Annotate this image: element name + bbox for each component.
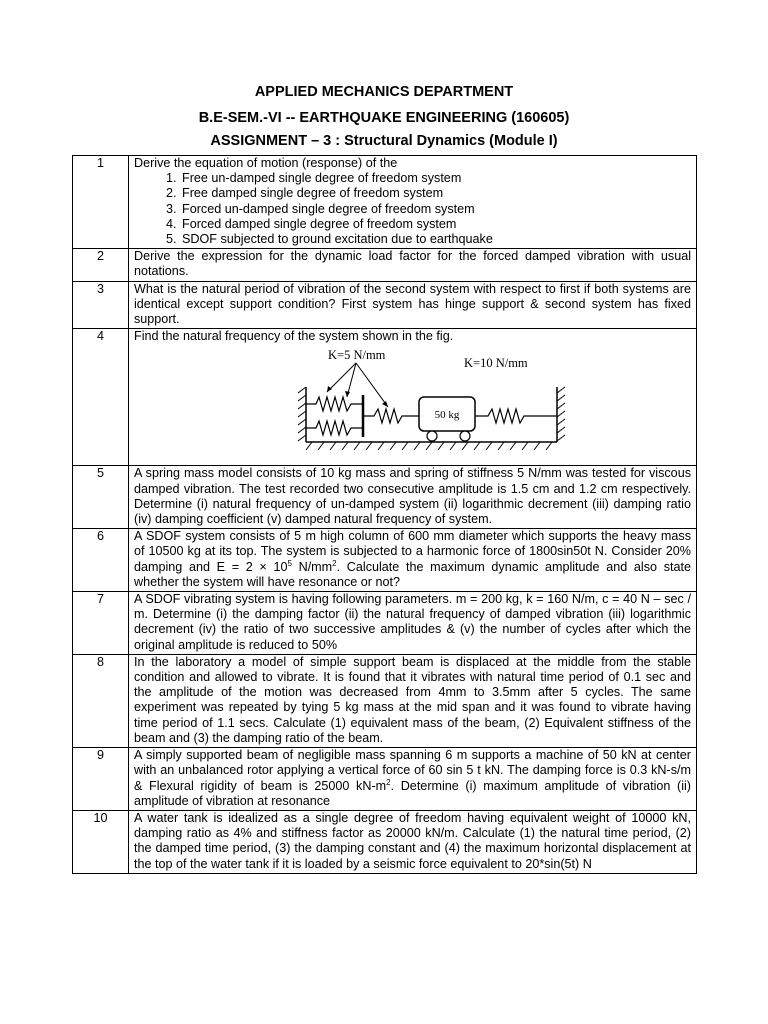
question-number: 3 [73, 281, 129, 329]
question-text: What is the natural period of vibration of the second system with respect to first if both systems are identical except support condition? First system has hinge support & second system has fixed support. [129, 281, 697, 329]
question-number: 2 [73, 249, 129, 281]
wheel-right [460, 431, 470, 441]
wheel-left [427, 431, 437, 441]
spring-mass-figure [134, 347, 747, 457]
question-text: In the laboratory a model of simple support beam is displaced at the middle from the stable condition and allowed to vibrate. It is found that it vibrates with natural time period of 0.1 sec and the amplitude of the motion was decreased from 4mm to 3.5mm after 5 cycles. The same experiment was repeated by tying 5 kg mass at the mid span and it was found to vibrate having time period of 1.1 secs. Calculate (1) equivalent mass of the beam, (2) Equivalent stiffness of the beam and (3) the damping ratio of the beam. [129, 654, 697, 747]
right-spring [475, 409, 557, 423]
question-text: A spring mass model consists of 10 kg mass and spring of stiffness 5 N/mm was tested for viscous damped vibration. The test recorded two consecutive amplitude is 1.5 cm and 1.2 cm respectively. Determine (i) natural frequency of un-damped system (ii) logarithmic decrement (iii) damping ratio (iv) damping coefficient (v) damped natural frequency of system. [129, 466, 697, 529]
question-text-cell [129, 748, 697, 811]
question-subitem: 2. Free damped single degree of freedom system [180, 186, 691, 201]
question-text: Derive the equation of motion (response) of the [134, 156, 398, 170]
left-wall-hatch [298, 387, 306, 441]
question-text: . Calculate the maximum dynamic amplitude and also state whether the system will have resonance or not? [134, 559, 691, 589]
superscript: 2 [332, 558, 337, 568]
question-row [73, 281, 697, 329]
right-wall-hatch [557, 387, 565, 441]
question-text-cell [129, 529, 697, 592]
question-text: A simply supported beam of negligible mass spanning 6 m supports a machine of 50 kN at center with an unbalanced rotor applying a vertical force of 60 sin 5 t kN. The damping force is 0.3 kN-s/m & Flexural rigidity of beam is 25000 kN-m [134, 748, 691, 793]
question-text: A water tank is idealized as a single degree of freedom having equivalent weight of 10000 kN, damping ratio as 4% and stiffness factor as 20000 kN/m. Calculate (1) the natural time period, (2) the damped time period, (3) the damping constant and (4) the maximum horizontal displacement at the top of the water tank if it is loaded by a seismic force equivalent to 20*sin(5t) N [129, 810, 697, 873]
question-text: A SDOF vibrating system is having following parameters. m = 200 kg, k = 160 N/m, c = 40 N – sec / m. Determine (i) the damping factor (ii) the natural frequency of damped vibration (iii) logarithmic decrement (iv) the ratio of two successive amplitudes & (v) the number of cycles after which the original amplitude is reduced to 50% [129, 592, 697, 655]
superscript: 5 [287, 558, 292, 568]
question-row [73, 529, 697, 592]
series-spring [363, 409, 419, 423]
question-row [73, 466, 697, 529]
question-number: 5 [73, 466, 129, 529]
superscript: 2 [386, 777, 391, 787]
question-subitem: 3. Forced un-damped single degree of freedom system [180, 202, 691, 217]
spring-label-k1: K=5 N/mm [328, 348, 386, 363]
question-text: N/mm [291, 559, 333, 574]
question-row [73, 592, 697, 655]
question-number: 7 [73, 592, 129, 655]
question-number: 4 [73, 329, 129, 466]
question-subitem: 1. Free un-damped single degree of freedom system [180, 171, 691, 186]
question-subitem: 4. Forced damped single degree of freedom system [180, 217, 691, 232]
question-number: 6 [73, 529, 129, 592]
spring-label-k2: K=10 N/mm [464, 356, 528, 371]
mass-label: 50 kg [434, 409, 460, 422]
question-text-cell [129, 156, 697, 249]
question-text: Derive the expression for the dynamic load factor for the forced damped vibration with usual notations. [129, 249, 697, 281]
question-row [73, 654, 697, 747]
question-row [73, 810, 697, 873]
question-number: 1 [73, 156, 129, 249]
questions-table [72, 155, 697, 874]
question-text: . Determine (i) maximum amplitude of vibration (ii) amplitude of vibration at resonance [134, 778, 691, 808]
assignment-heading: ASSIGNMENT – 3 : Structural Dynamics (Module I) [210, 133, 558, 149]
question-row [73, 329, 697, 466]
question-subitem: 5. SDOF subjected to ground excitation due to earthquake [180, 232, 691, 247]
question-number: 10 [73, 810, 129, 873]
question-number: 8 [73, 654, 129, 747]
question-text: Find the natural frequency of the system shown in the fig. [134, 329, 454, 344]
department-heading: APPLIED MECHANICS DEPARTMENT [254, 84, 514, 100]
question-row [73, 748, 697, 811]
course-heading: B.E-SEM.-VI -- EARTHQUAKE ENGINEERING (160605) [198, 110, 570, 126]
parallel-springs [306, 397, 362, 435]
question-number: 9 [73, 748, 129, 811]
question-text: A SDOF system consists of 5 m high column of 600 mm diameter which supports the heavy mass of 10500 kg at its top. The system is subjected to a harmonic force of 1800sin50t N. Consider 20% damping and E = 2 × 10 [134, 529, 691, 574]
question-subitem-list [134, 171, 691, 247]
question-row [73, 249, 697, 281]
question-text-cell [129, 329, 697, 466]
question-row [73, 156, 697, 249]
floor-hatch [306, 442, 552, 450]
